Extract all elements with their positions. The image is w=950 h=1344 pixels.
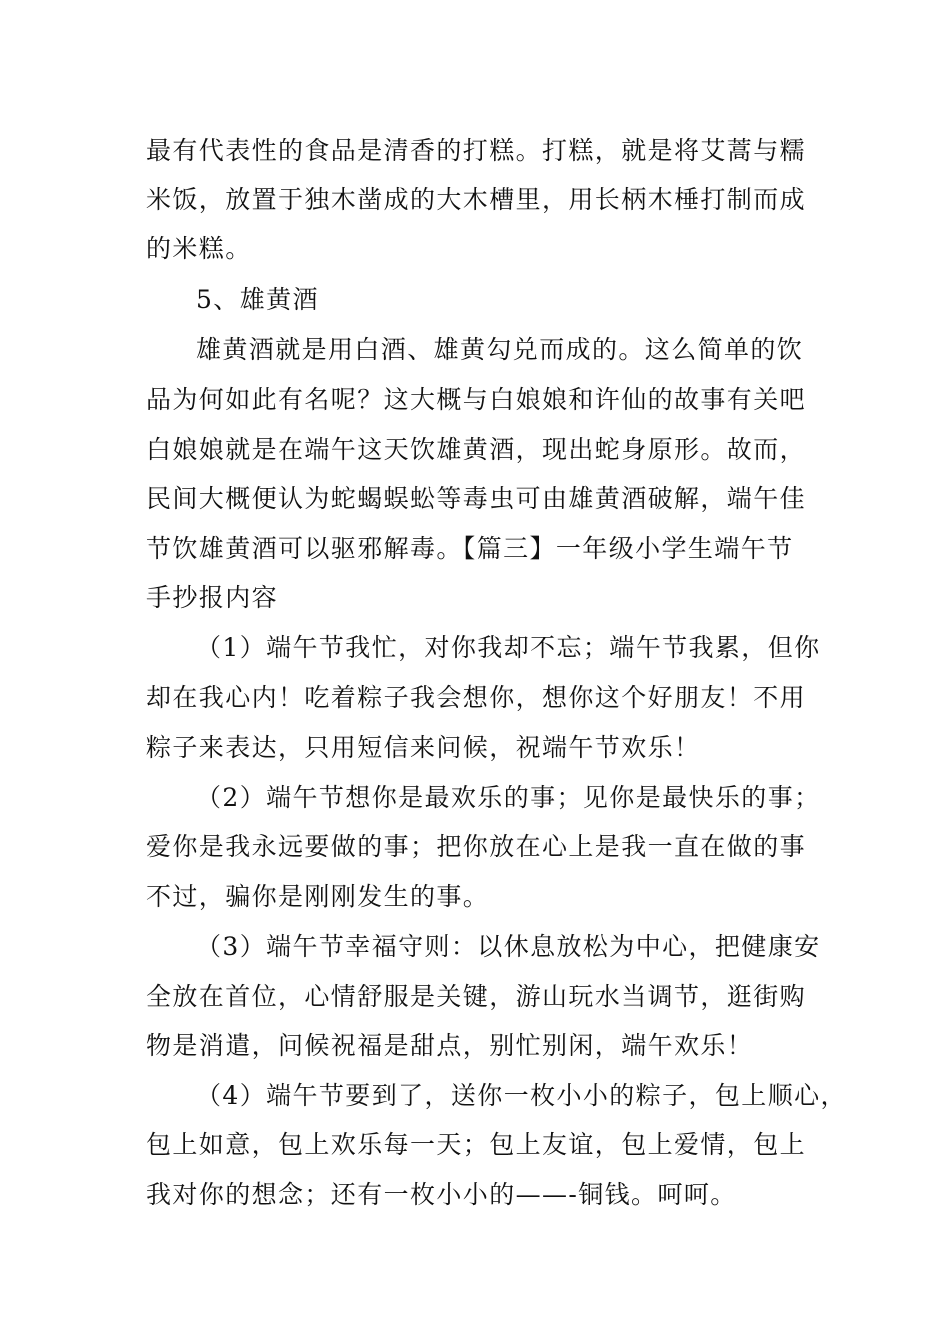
text-line: 全放在首位，心情舒服是关键，游山玩水当调节，逛街购 xyxy=(146,982,807,1011)
text-line: 最有代表性的食品是清香的打糕。打糕，就是将艾蒿与糯 xyxy=(146,136,807,165)
text-line: 粽子来表达，只用短信来问候，祝端午节欢乐！ xyxy=(146,733,701,762)
paragraph-first-line: （4）端午节要到了，送你一枚小小的粽子，包上顺心， xyxy=(196,1081,847,1110)
text-line: 品为何如此有名呢？这大概与白娘娘和许仙的故事有关吧 xyxy=(146,385,807,414)
text-line: 手抄报内容 xyxy=(146,583,279,612)
paragraph-first-line: （2）端午节想你是最欢乐的事；见你是最快乐的事； xyxy=(196,783,821,812)
text-line: 白娘娘就是在端午这天饮雄黄酒，现出蛇身原形。故而， xyxy=(146,435,807,464)
paragraph-first-line: （3）端午节幸福守则：以休息放松为中心，把健康安 xyxy=(196,932,821,961)
text-line: 包上如意，包上欢乐每一天；包上友谊，包上爱情，包上 xyxy=(146,1130,807,1159)
text-line: 物是消遣，问候祝福是甜点，别忙别闲，端午欢乐！ xyxy=(146,1031,754,1060)
text-line: 的米糕。 xyxy=(146,234,252,263)
text-line: 节饮雄黄酒可以驱邪解毒。【篇三】一年级小学生端午节 xyxy=(146,534,794,563)
text-line: 却在我心内！吃着粽子我会想你，想你这个好朋友！不用 xyxy=(146,683,807,712)
paragraph-first-line: （1）端午节我忙，对你我却不忘；端午节我累，但你 xyxy=(196,633,821,662)
paragraph-first-line: 雄黄酒就是用白酒、雄黄勾兑而成的。这么简单的饮 xyxy=(196,335,804,364)
text-line: 不过，骗你是刚刚发生的事。 xyxy=(146,882,490,911)
text-line: 我对你的想念；还有一枚小小的——-铜钱。呵呵。 xyxy=(146,1180,737,1209)
text-line: 民间大概便认为蛇蝎蜈蚣等毒虫可由雄黄酒破解，端午佳 xyxy=(146,484,807,513)
text-line: 爱你是我永远要做的事；把你放在心上是我一直在做的事 xyxy=(146,832,807,861)
text-line: 米饭，放置于独木凿成的大木槽里，用长柄木棰打制而成 xyxy=(146,185,807,214)
section-heading: 5、雄黄酒 xyxy=(196,285,319,314)
